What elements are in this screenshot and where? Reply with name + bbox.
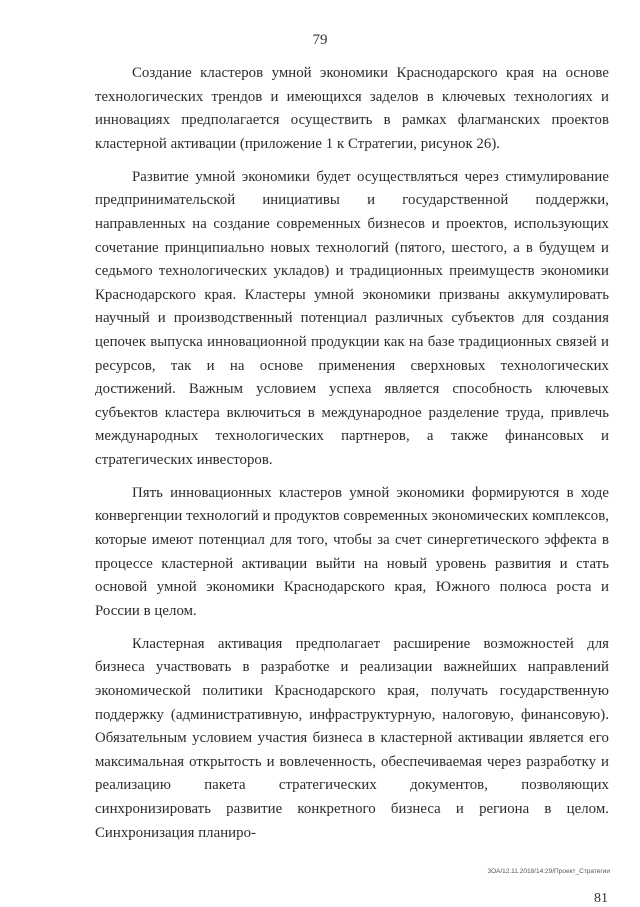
paragraph-3: Пять инновационных кластеров умной экономики формируются в ходе конвергенции технологий и продуктов современных экономических комплексов, которые имеют потенциал для того, чтобы за счет синергетического эффекта в процессе кластерной активации выйти на новый уровень развития и стать основой умной экономики Краснодарского края, Южного полюса роста и России в целом. — [95, 484, 609, 619]
page-number: 79 — [312, 32, 328, 48]
paragraph-2: Развитие умной экономики будет осуществляться через стимулирование предпринимательской инициативы и государственной поддержки, направленных на создание современных бизнесов и проектов, использующих сочетание принципиально новых технологий (пятого, шестого, а в будущем и седьмого технологических укладов) и традиционных преимуществ экономики Краснодарского края. Кластеры умной экономики призваны аккумулировать научный и производственный потенциал различных субъектов для создания цепочек выпуска инновационной продукции как на базе традиционных связей и ресурсов, так и на основе применения сверхновых технологических достижений. Важным условием успеха является способность ключевых субъектов кластера включиться в международное разделение труда, привлечь международных технологических партнеров, а также финансовых и стратегических инвесторов. — [95, 168, 609, 468]
footer-stamp: 3ОА/12.11.2018/14:29/Проект_Стратегии — [487, 868, 610, 875]
paragraph-1: Создание кластеров умной экономики Краснодарского края на основе технологических трендов и имеющихся заделов в ключевых технологиях и инновациях предполагается осуществить в рамках флагманских проектов кластерной активации (приложение 1 к Стратегии, рисунок 26). — [95, 65, 609, 152]
document-body — [95, 62, 609, 855]
bottom-page-number: 81 — [594, 891, 608, 906]
paragraph-4: Кластерная активация предполагает расширение возможностей для бизнеса участвовать в разработке и реализации важнейших направлений экономической политики Краснодарского края, получать государственную поддержку (административную, инфраструктурную, налоговую, финансовую). Обязательным условием участия бизнеса в кластерной активации является его максимальная открытость и вовлеченность, обеспечиваемая через разработку и реализацию пакета стратегических документов, позволяющих синхронизировать развитие конкретного бизнеса и региона в целом. Синхронизация планиро- — [95, 635, 609, 841]
